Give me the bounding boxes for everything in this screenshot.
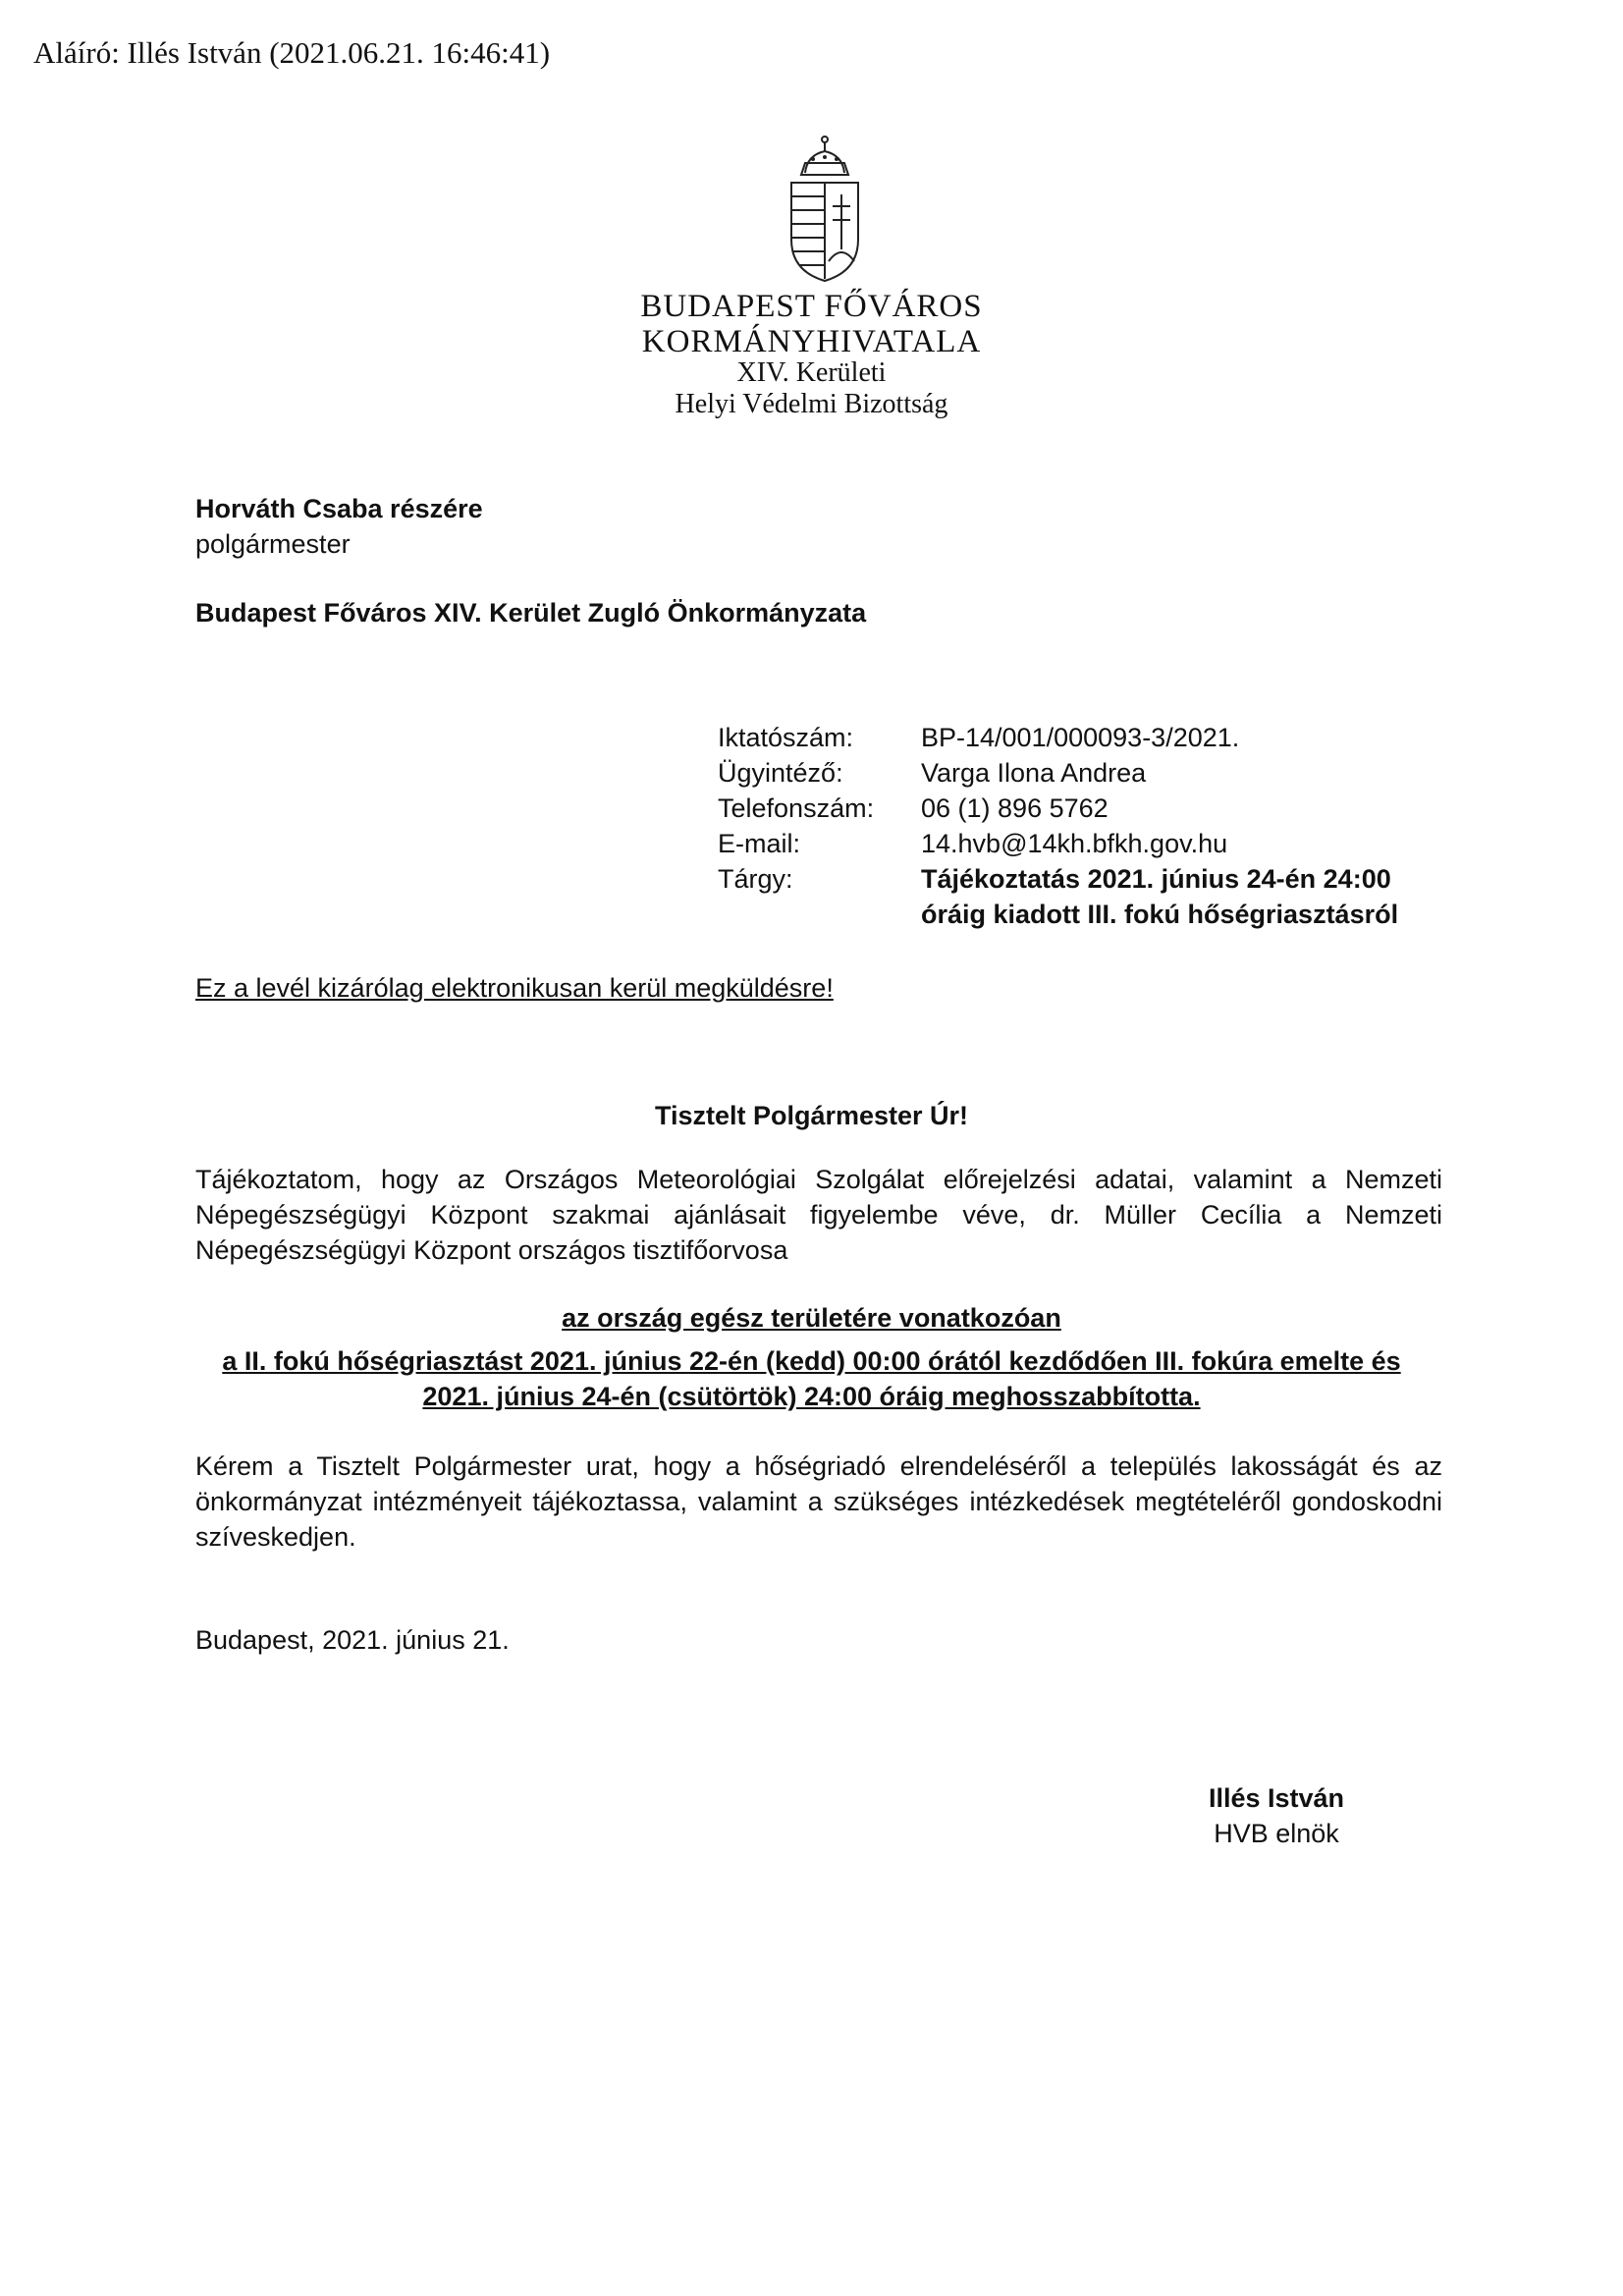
paragraph-2: Kérem a Tisztelt Polgármester urat, hogy a hőségriadó elrendeléséről a település lakosságát és az önkormányzat intézményeit tájékoztassa, valamint a szükséges intézkedések megtételéről gondoskodni szíveskedjen.	[195, 1451, 1442, 1552]
meta-value-administrator: Varga Ilona Andrea	[921, 758, 1147, 788]
highlight-line-1: az ország egész területére vonatkozóan	[562, 1303, 1061, 1333]
recipient-org: Budapest Főváros XIV. Kerület Zugló Önkormányzata	[195, 598, 867, 628]
place-date: Budapest, 2021. június 21.	[195, 1625, 510, 1655]
signature-role: HVB elnök	[1214, 1819, 1339, 1848]
meta-value-file-number: BP-14/001/000093-3/2021.	[921, 723, 1240, 752]
meta-label-administrator: Ügyintéző:	[718, 758, 843, 788]
salutation: Tisztelt Polgármester Úr!	[654, 1101, 969, 1130]
paragraph-1: Tájékoztatom, hogy az Országos Meteorológiai Szolgálat előrejelzési adatai, valamint a Nemzeti Népegészségügyi Központ szakmai ajánlásait figyelembe véve, dr. Müller Cecília a Nemzeti Népegészségügyi Központ országos tisztifőorvosa	[195, 1165, 1442, 1265]
meta-value-subject-line2: óráig kiadott III. fokú hőségriasztásról	[921, 900, 1399, 929]
electronic-notice: Ez a levél kizárólag elektronikusan kerül megküldésre!	[195, 973, 834, 1003]
highlight-line-2: a II. fokú hőségriasztást 2021. június 22-én (kedd) 00:00 órától kezdődően III. fokúra emelte és	[222, 1346, 1401, 1376]
meta-label-phone: Telefonszám:	[718, 793, 875, 823]
signature-name: Illés István	[1208, 1783, 1345, 1813]
office-name-line4: Helyi Védelmi Bizottság	[675, 389, 948, 419]
signer-line: Aláíró: Illés István (2021.06.21. 16:46:41)	[33, 35, 551, 70]
recipient-name: Horváth Csaba részére	[195, 494, 483, 523]
meta-value-phone: 06 (1) 896 5762	[921, 793, 1109, 823]
highlight-line-3: 2021. június 24-én (csütörtök) 24:00 óráig meghosszabbította.	[422, 1382, 1201, 1411]
recipient-title: polgármester	[195, 529, 351, 559]
meta-label-subject: Tárgy:	[718, 864, 793, 894]
meta-value-subject: Tájékoztatás 2021. június 24-én 24:00	[921, 864, 1391, 894]
meta-value-email[interactable]: 14.hvb@14kh.bfkh.gov.hu	[921, 829, 1228, 858]
meta-label-file-number: Iktatószám:	[718, 723, 854, 752]
office-name-line2: KORMÁNYHIVATALA	[641, 324, 982, 359]
coat-of-arms-icon	[784, 134, 866, 283]
meta-label-email: E-mail:	[718, 829, 801, 858]
office-name-line1: BUDAPEST FŐVÁROS	[640, 289, 983, 324]
office-name-line3: XIV. Kerületi	[736, 357, 887, 388]
